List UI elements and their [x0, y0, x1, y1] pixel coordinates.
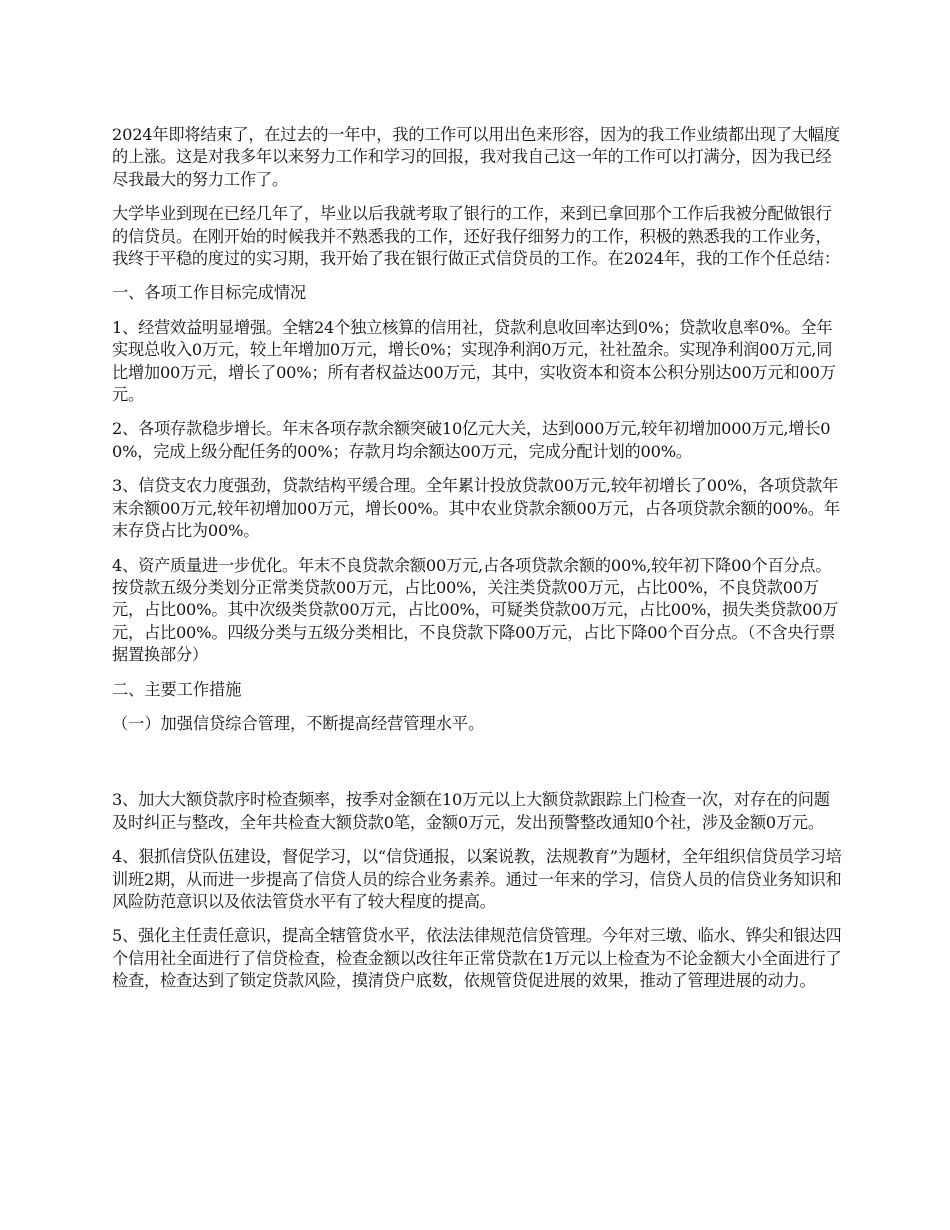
- background-paragraph: 大学毕业到现在已经几年了，毕业以后我就考取了银行的工作，来到已拿回那个工作后我被分配做银行的信贷员。在刚开始的时候我并不熟悉我的工作，还好我仔细努力的工作，积极的熟悉我的工作业务，我终于平稳的度过的实习期，我开始了我在银行做正式信贷员的工作。在2024年，我的工作个任总结：: [112, 204, 840, 269]
- measure-item-5: 5、强化主任责任意识，提高全辖管贷水平，依法法律规范信贷管理。今年对三墩、临水、铧尖和银达四个信用社全面进行了信贷检查，检查金额以改往年正常贷款在1万元以上检查为不论金额大小全面进行了检查，检查达到了锁定贷款风险，摸清贷户底数，依规管贷促进展的效果，推动了管理进展的动力。: [112, 926, 842, 991]
- blank-gap: [112, 747, 842, 789]
- section-heading-measures: 二、主要工作措施: [112, 679, 242, 699]
- intro-paragraph: 2024年即将结束了，在过去的一年中，我的工作可以用出色来形容，因为的我工作业绩都出现了大幅度的上涨。这是对我多年以来努力工作和学习的回报，我对我自己这一年的工作可以打满分，因为我已经尽我最大的努力工作了。: [112, 125, 840, 189]
- goal-item-2: 2、各项存款稳步增长。年末各项存款余额突破10亿元大关，达到000万元,较年初增加000万元,增长00%，完成上级分配任务的00%；存款月均余额达00万元，完成分配计划的00%。: [112, 419, 831, 461]
- goal-item-1: 1、经营效益明显增强。全辖24个独立核算的信用社，贷款利息收回率达到0%；贷款收息率0%。全年实现总收入0万元，较上年增加0万元，增长0%；实现净利润0万元，社社盈余。实现净利润00万元,同比增加00万元，增长了00%；所有者权益达00万元，其中，实收资本和资本公积分别达00万元和00万元。: [112, 317, 836, 405]
- goal-item-3: 3、信贷支农力度强劲，贷款结构平缓合理。全年累计投放贷款00万元,较年初增长了00%，各项贷款年末余额00万元,较年初增加00万元，增长00%。其中农业贷款余额00万元，占各项贷款余额的00%。年末存贷占比为00%。: [112, 476, 840, 541]
- goal-item-4: 4、资产质量进一步优化。年末不良贷款余额00万元,占各项贷款余额的00%,较年初下降00个百分点。按贷款五级分类划分正常类贷款00万元，占比00%，关注类贷款00万元，占比00%，不良贷款00万元，占比00%。其中次级类贷款00万元，占比00%，可疑类贷款00万元，占比00%，损失类贷款00万元，占比00%。四级分类与五级分类相比，不良贷款下降00万元，占比下降00个百分点。（不含央行票据置换部分）: [112, 555, 839, 665]
- measure-item-4: 4、狠抓信贷队伍建设，督促学习，以“信贷通报，以案说教，法规教育”为题材，全年组织信贷员学习培训班2期，从而进一步提高了信贷人员的综合业务素养。通过一年来的学习，信贷人员的信贷业务知识和风险防范意识以及依法管贷水平有了较大程度的提高。: [112, 847, 842, 911]
- subsection-heading-credit-management: （一）加强信贷综合管理，不断提高经营管理水平。: [112, 713, 485, 733]
- measure-item-3: 3、加大大额贷款序时检查频率，按季对金额在10万元以上大额贷款跟踪上门检查一次，对存在的问题及时纠正与整改，全年共检查大额贷款0笔，金额0万元，发出预警整改通知0个社，涉及金额0万元。: [112, 790, 830, 832]
- section-heading-goals: 一、各项工作目标完成情况: [112, 283, 307, 303]
